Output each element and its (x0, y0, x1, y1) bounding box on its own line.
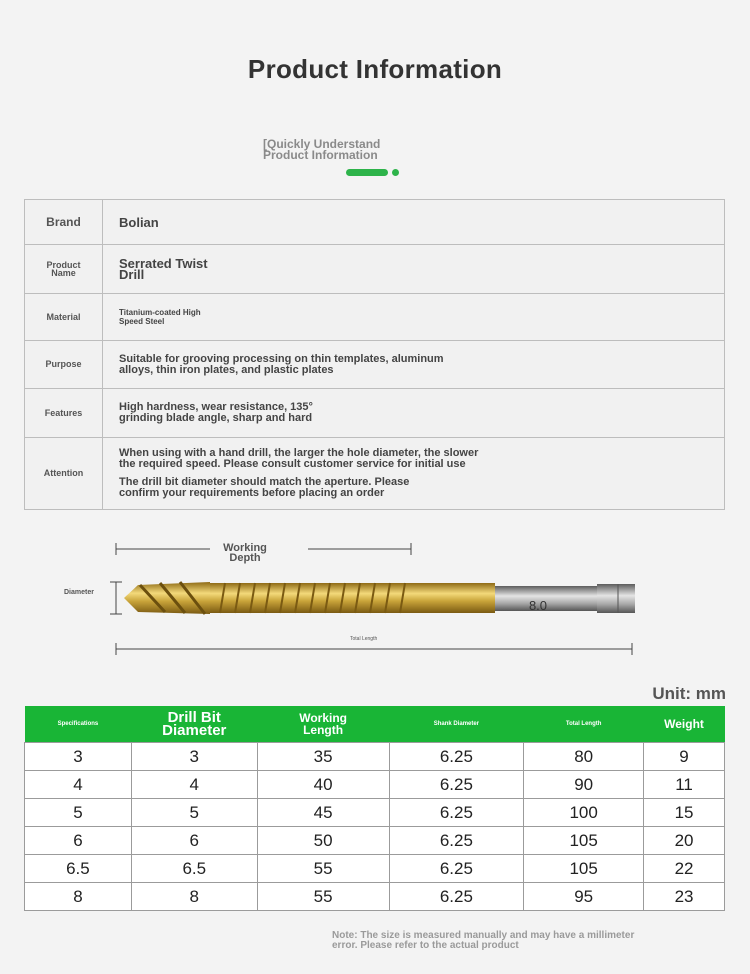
header-specifications: Specifications (25, 706, 132, 743)
table-cell: 35 (257, 743, 389, 771)
table-cell: 5 (131, 799, 257, 827)
table-cell: 55 (257, 855, 389, 883)
info-row-material (25, 294, 725, 341)
working-depth-label: Working Depth (223, 542, 267, 564)
header-weight: Weight (644, 706, 725, 743)
table-row (25, 883, 725, 911)
table-cell: 11 (644, 771, 725, 799)
table-cell: 6.25 (389, 799, 524, 827)
table-cell: 22 (644, 855, 725, 883)
table-cell: 80 (524, 743, 644, 771)
info-key: Material (25, 294, 103, 341)
table-cell: 3 (25, 743, 132, 771)
table-cell: 6.25 (389, 743, 524, 771)
info-row-features (25, 389, 725, 438)
spec-header-row (25, 706, 725, 743)
table-row (25, 855, 725, 883)
info-key: Features (25, 389, 103, 438)
table-row (25, 771, 725, 799)
info-key: Purpose (25, 341, 103, 389)
table-cell: 6.25 (389, 883, 524, 911)
table-cell: 6.25 (389, 855, 524, 883)
header-drill-diameter: Drill Bit Diameter (131, 706, 257, 743)
table-cell: 100 (524, 799, 644, 827)
table-cell: 105 (524, 827, 644, 855)
table-cell: 40 (257, 771, 389, 799)
table-cell: 90 (524, 771, 644, 799)
table-cell: 9 (644, 743, 725, 771)
unit-label: Unit: mm (652, 684, 726, 703)
table-cell: 8 (25, 883, 132, 911)
info-value: Bolian (103, 200, 725, 245)
shank-marking: 8.0 (528, 598, 548, 613)
table-cell: 15 (644, 799, 725, 827)
table-cell: 6.25 (389, 771, 524, 799)
info-key: Attention (25, 438, 103, 510)
table-cell: 6 (131, 827, 257, 855)
table-cell: 6.5 (25, 855, 132, 883)
page-title: Product Information (247, 54, 503, 84)
table-row (25, 827, 725, 855)
info-value: Suitable for grooving processing on thin templates, aluminum alloys, thin iron plates, and plastic plates (103, 341, 725, 389)
header-working-length: Working Length (257, 706, 389, 743)
table-cell: 105 (524, 855, 644, 883)
info-value: Titanium-coated High Speed Steel (103, 294, 725, 341)
accent-bar (346, 169, 388, 176)
header-shank-diameter: Shank Diameter (389, 706, 524, 743)
diameter-label: Diameter (64, 589, 94, 596)
drill-diagram (0, 530, 750, 660)
table-cell: 95 (524, 883, 644, 911)
info-value: Serrated Twist Drill (103, 245, 725, 294)
info-row-brand (25, 200, 725, 245)
spec-table (24, 706, 725, 911)
table-cell: 50 (257, 827, 389, 855)
table-cell: 55 (257, 883, 389, 911)
product-info-table (24, 199, 725, 510)
table-cell: 20 (644, 827, 725, 855)
table-cell: 23 (644, 883, 725, 911)
info-row-purpose (25, 341, 725, 389)
table-row (25, 743, 725, 771)
table-cell: 3 (131, 743, 257, 771)
info-row-attention (25, 438, 725, 510)
measurement-note: Note: The size is measured manually and may have a millimeter error. Please refer to the actual product (332, 930, 635, 951)
accent-dot (392, 169, 399, 176)
table-cell: 5 (25, 799, 132, 827)
header-total-length: Total Length (524, 706, 644, 743)
table-cell: 4 (131, 771, 257, 799)
table-cell: 6.5 (131, 855, 257, 883)
table-row (25, 799, 725, 827)
total-length-label: Total Length (350, 636, 378, 642)
table-cell: 6 (25, 827, 132, 855)
table-cell: 8 (131, 883, 257, 911)
table-cell: 6.25 (389, 827, 524, 855)
info-value: When using with a hand drill, the larger the hole diameter, the slower the required speed. Please consult customer service for initial use The drill bit diameter should match the aperture. Please confirm your requirements before placing an order (103, 438, 725, 510)
info-row-name (25, 245, 725, 294)
info-key: Brand (25, 200, 103, 245)
info-value: High hardness, wear resistance, 135° grinding blade angle, sharp and hard (103, 389, 725, 438)
info-key: Product Name (25, 245, 103, 294)
table-cell: 45 (257, 799, 389, 827)
page-subtitle: [Quickly Understand Product Information (263, 137, 381, 162)
table-cell: 4 (25, 771, 132, 799)
